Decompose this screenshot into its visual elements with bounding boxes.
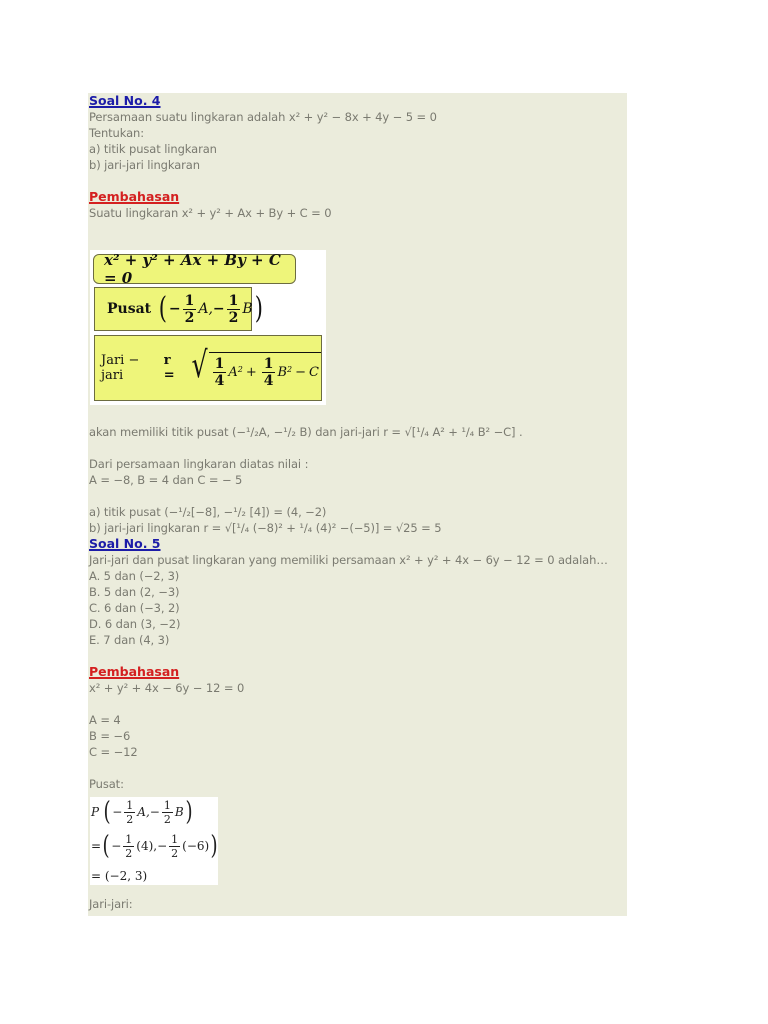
soal5-option-b: B. 5 dan (2, −3) — [89, 585, 180, 599]
pusat-step-2: = ( − $\frac{1}{2}$ (4), − $\frac{1}{2}$ (−6) ) — [91, 831, 218, 861]
pusat-formula-box: Pusat ( − $\frac{1}{2}$ A, − $\frac{1}{2}$ B ) — [94, 287, 252, 331]
soal5-coef-a: A = 4 — [89, 713, 121, 727]
soal4-explanation: akan memiliki titik pusat (−¹/₂A, −¹/₂ B) dan jari-jari r = √[¹/₄ A² + ¹/₄ B² −C] . — [89, 425, 523, 439]
general-equation-box — [93, 251, 296, 287]
soal5-coef-c: C = −12 — [89, 745, 138, 759]
soal5-question: Jari-jari dan pusat lingkaran yang memiliki persamaan x² + y² + 4x − 6y − 12 = 0 adalah… — [89, 553, 608, 567]
general-equation-text: x² + y² + Ax + By + C = 0 — [104, 251, 281, 287]
soal4-item-a: a) titik pusat lingkaran — [89, 142, 217, 156]
soal4-pembahasan-heading: Pembahasan — [89, 189, 180, 204]
document-content — [89, 93, 627, 912]
jari-formula-box: Jari − jari r = √ $\frac{1}{4}$ $A^2$ + $\frac{1}{4}$ $B^2$ − C — [94, 335, 322, 401]
r-label: r = — [163, 353, 175, 383]
soal4-tentukan: Tentukan: — [89, 126, 144, 140]
soal5-jari-label: Jari-jari: — [89, 897, 133, 911]
soal5-pembahasan-heading: Pembahasan — [89, 664, 180, 679]
pusat-formula-label: Pusat — [107, 301, 152, 317]
soal5-pusat-label: Pusat: — [89, 777, 124, 791]
soal4-answer-a: a) titik pusat (−¹/₂[−8], −¹/₂ [4]) = (4, −2) — [89, 505, 327, 519]
circle-formula-image — [90, 250, 326, 405]
soal5-option-d: D. 6 dan (3, −2) — [89, 617, 181, 631]
soal4-values-intro: Dari persamaan lingkaran diatas nilai : — [89, 457, 309, 471]
pusat-calculation-image — [90, 797, 218, 885]
soal5-equation: x² + y² + 4x − 6y − 12 = 0 — [89, 681, 245, 695]
jari-formula-label: Jari − jari — [101, 353, 140, 383]
pusat-step-1: P ( − $\frac{1}{2}$ A, − $\frac{1}{2}$ B ) — [91, 797, 193, 827]
soal4-heading: Soal No. 4 — [89, 93, 161, 108]
soal5-coef-b: B = −6 — [89, 729, 131, 743]
soal4-question: Persamaan suatu lingkaran adalah x² + y² − 8x + 4y − 5 = 0 — [89, 110, 437, 124]
soal5-option-e: E. 7 dan (4, 3) — [89, 633, 170, 647]
soal4-values: A = −8, B = 4 dan C = − 5 — [89, 473, 243, 487]
soal5-option-a: A. 5 dan (−2, 3) — [89, 569, 180, 583]
soal4-general-equation: Suatu lingkaran x² + y² + Ax + By + C = 0 — [89, 206, 332, 220]
pusat-step-3: = (−2, 3) — [91, 869, 148, 883]
soal4-answer-b: b) jari-jari lingkaran r = √[¹/₄ (−8)² + ¹/₄ (4)² −(−5)] = √25 = 5 — [89, 521, 442, 535]
soal4-item-b: b) jari-jari lingkaran — [89, 158, 200, 172]
soal5-heading: Soal No. 5 — [89, 536, 161, 551]
soal5-option-c: C. 6 dan (−3, 2) — [89, 601, 180, 615]
